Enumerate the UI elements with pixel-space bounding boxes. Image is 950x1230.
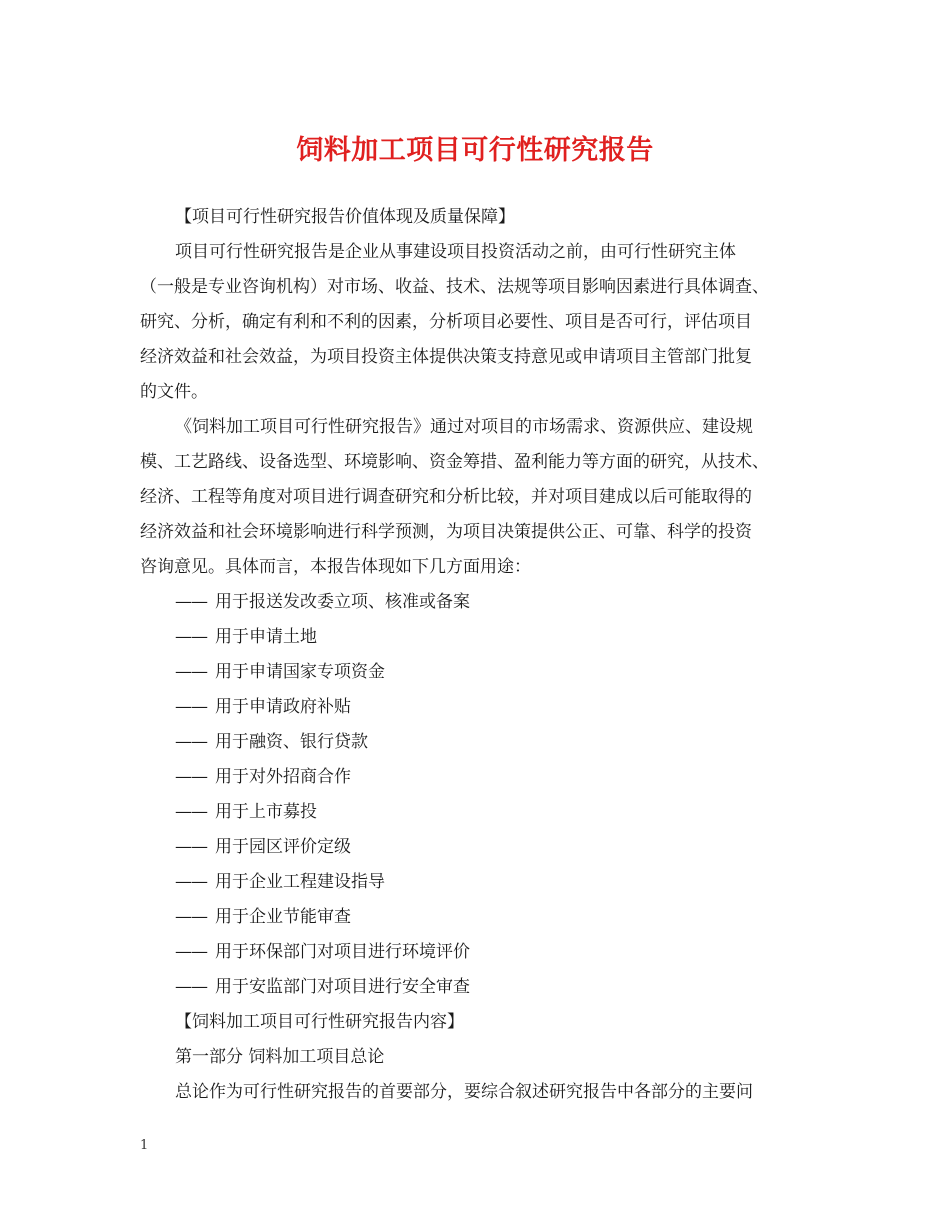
page-number: 1: [140, 1138, 149, 1153]
list-item: [140, 620, 830, 655]
section-heading-value: 【项目可行性研究报告价值体现及质量保障】: [175, 207, 515, 227]
paragraph-2-line: 模、工艺路线、设备选型、环境影响、资金筹措、盈利能力等方面的研究，从技术、: [140, 452, 769, 472]
list-item: [140, 725, 830, 760]
paragraph-1-line: （一般是专业咨询机构）对市场、收益、技术、法规等项目影响因素进行具体调查、: [140, 277, 769, 297]
document-title: 饲料加工项目可行性研究报告: [296, 135, 654, 166]
dash-marker: ——: [175, 592, 207, 612]
list-item: [140, 865, 830, 900]
list-item-text: 用于报送发改委立项、核准或备案: [215, 592, 470, 612]
list-item: [140, 830, 830, 865]
dash-marker: ——: [175, 942, 207, 962]
list-item: [140, 655, 830, 690]
list-item-text: 用于安监部门对项目进行安全审查: [215, 977, 470, 997]
paragraph-2-line: 《饲料加工项目可行性研究报告》通过对项目的市场需求、资源供应、建设规: [175, 417, 753, 437]
list-item: [140, 795, 830, 830]
dash-marker: ——: [175, 627, 207, 647]
dash-marker: ——: [175, 732, 207, 752]
dash-marker: ——: [175, 907, 207, 927]
dash-marker: ——: [175, 767, 207, 787]
list-item-text: 用于上市募投: [215, 802, 317, 822]
list-item-text: 用于融资、银行贷款: [215, 732, 368, 752]
list-item-text: 用于申请政府补贴: [215, 697, 351, 717]
list-item-text: 用于园区评价定级: [215, 837, 351, 857]
dash-marker: ——: [175, 872, 207, 892]
list-item: [140, 935, 830, 970]
dash-marker: ——: [175, 837, 207, 857]
list-item-text: 用于环保部门对项目进行环境评价: [215, 942, 470, 962]
paragraph-1-line: 研究、分析，确定有利和不利的因素，分析项目必要性、项目是否可行，评估项目: [140, 312, 752, 332]
paragraph-2-line: 咨询意见。具体而言，本报告体现如下几方面用途：: [140, 557, 531, 577]
section-heading-content: 【饲料加工项目可行性研究报告内容】: [175, 1012, 464, 1032]
dash-marker: ——: [175, 802, 207, 822]
list-item-text: 用于企业节能审查: [215, 907, 351, 927]
part-1-heading: 第一部分 饲料加工项目总论: [175, 1047, 385, 1067]
list-item: [140, 760, 830, 795]
list-item-text: 用于企业工程建设指导: [215, 872, 385, 892]
document-body: [140, 200, 830, 1110]
paragraph-1-line: 项目可行性研究报告是企业从事建设项目投资活动之前，由可行性研究主体: [175, 242, 736, 262]
dash-marker: ——: [175, 697, 207, 717]
part-1-paragraph-line: 总论作为可行性研究报告的首要部分，要综合叙述研究报告中各部分的主要问: [175, 1082, 753, 1102]
list-item: [140, 690, 830, 725]
dash-marker: ——: [175, 977, 207, 997]
paragraph-2-line: 经济效益和社会环境影响进行科学预测，为项目决策提供公正、可靠、科学的投资: [140, 522, 752, 542]
list-item-text: 用于对外招商合作: [215, 767, 351, 787]
paragraph-1-line: 经济效益和社会效益，为项目投资主体提供决策支持意见或申请项目主管部门批复: [140, 347, 752, 367]
list-item: [140, 970, 830, 1005]
uses-list: [140, 585, 830, 1005]
paragraph-1-line: 的文件。: [140, 382, 208, 402]
list-item-text: 用于申请土地: [215, 627, 317, 647]
list-item: [140, 900, 830, 935]
list-item-text: 用于申请国家专项资金: [215, 662, 385, 682]
dash-marker: ——: [175, 662, 207, 682]
paragraph-2-line: 经济、工程等角度对项目进行调查研究和分析比较，并对项目建成以后可能取得的: [140, 487, 752, 507]
list-item: [140, 585, 830, 620]
